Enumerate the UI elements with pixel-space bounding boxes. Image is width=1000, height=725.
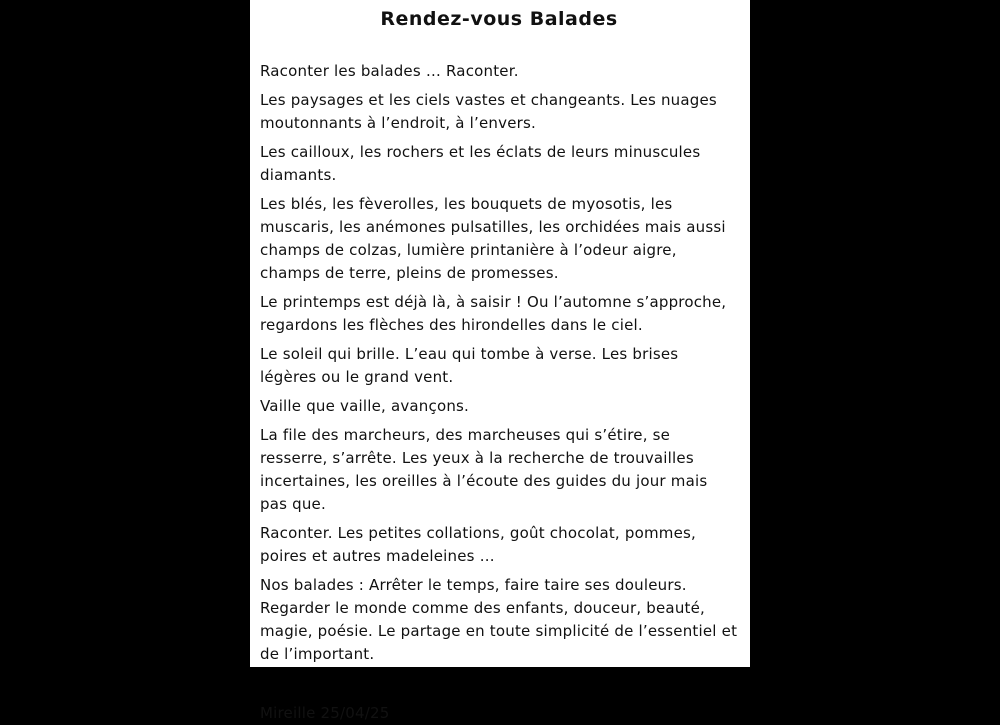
right-letterbox <box>750 0 1000 667</box>
paragraph: Raconter. Les petites collations, goût chocolat, pommes, poires et autres madeleines … <box>260 524 697 565</box>
signature: Mireille 25/04/25 <box>260 704 390 722</box>
paragraph: Vaille que vaille, avançons. <box>260 397 470 415</box>
paragraph: La file des marcheurs, des marcheuses qui s’étire, se resserre, s’arrête. Les yeux à la recherche de trouvailles incertaines, les oreilles à l’écoute des guides du jour mais pas que. <box>260 426 708 513</box>
page-title: Rendez-vous Balades <box>380 8 618 30</box>
document-page <box>250 0 750 722</box>
paragraph: Nos balades : Arrêter le temps, faire taire ses douleurs. Regarder le monde comme des enfants, douceur, beauté, magie, poésie. Le partage en toute simplicité de l’essentiel et de l’important. <box>260 576 738 663</box>
left-letterbox <box>0 0 250 667</box>
paragraph: Raconter les balades … Raconter. <box>260 62 519 80</box>
paragraph: Les cailloux, les rochers et les éclats de leurs minuscules diamants. <box>260 143 701 184</box>
paragraph: Les blés, les fèverolles, les bouquets de myosotis, les muscaris, les anémones pulsatilles, les orchidées mais aussi champs de colzas, lumière printanière à l’odeur aigre, champs de terre, pleins de promesses. <box>260 195 726 282</box>
paragraph: Le printemps est déjà là, à saisir ! Ou l’automne s’approche, regardons les flèches des hirondelles dans le ciel. <box>260 293 727 334</box>
paragraph: Les paysages et les ciels vastes et changeants. Les nuages moutonnants à l’endroit, à l’envers. <box>260 91 717 132</box>
paragraph: Le soleil qui brille. L’eau qui tombe à verse. Les brises légères ou le grand vent. <box>260 345 679 386</box>
